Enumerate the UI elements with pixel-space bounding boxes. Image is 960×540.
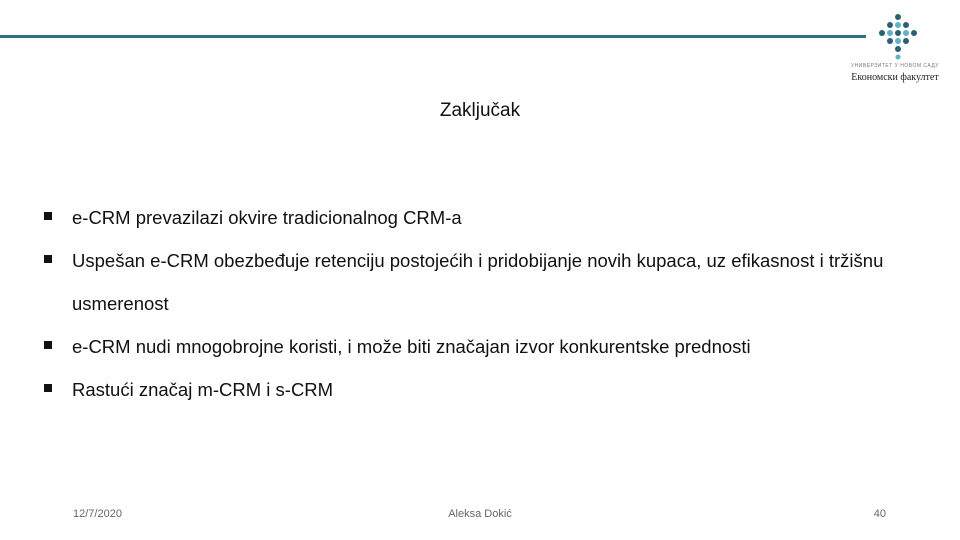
- bullet-item: Uspešan e-CRM obezbeđuje retenciju postojećih i pridobijanje novih kupaca, uz efikasnost i tržišnu usmerenost: [44, 239, 924, 325]
- bullet-item: e-CRM nudi mnogobrojne koristi, i može biti značajan izvor konkurentske prednosti: [44, 325, 924, 368]
- bullet-item: Rastući značaj m-CRM i s-CRM: [44, 368, 924, 411]
- logo-faculty-name: Економски факултет: [851, 72, 939, 83]
- logo-university-text: УНИВЕРЗИТЕТ У НОВОМ САДУ: [850, 63, 940, 69]
- bullet-item: e-CRM prevazilazi okvire tradicionalnog CRM-a: [44, 196, 924, 239]
- slide-title: Zaključak: [439, 100, 521, 121]
- header-rule: [0, 35, 866, 38]
- footer-page-number: 40: [873, 508, 886, 520]
- logo-dots-icon: [870, 12, 920, 60]
- bullet-list: [44, 196, 924, 411]
- faculty-logo: [846, 12, 944, 90]
- footer-date: 12/7/2020: [73, 508, 122, 520]
- footer-author: Aleksa Dokić: [448, 508, 512, 520]
